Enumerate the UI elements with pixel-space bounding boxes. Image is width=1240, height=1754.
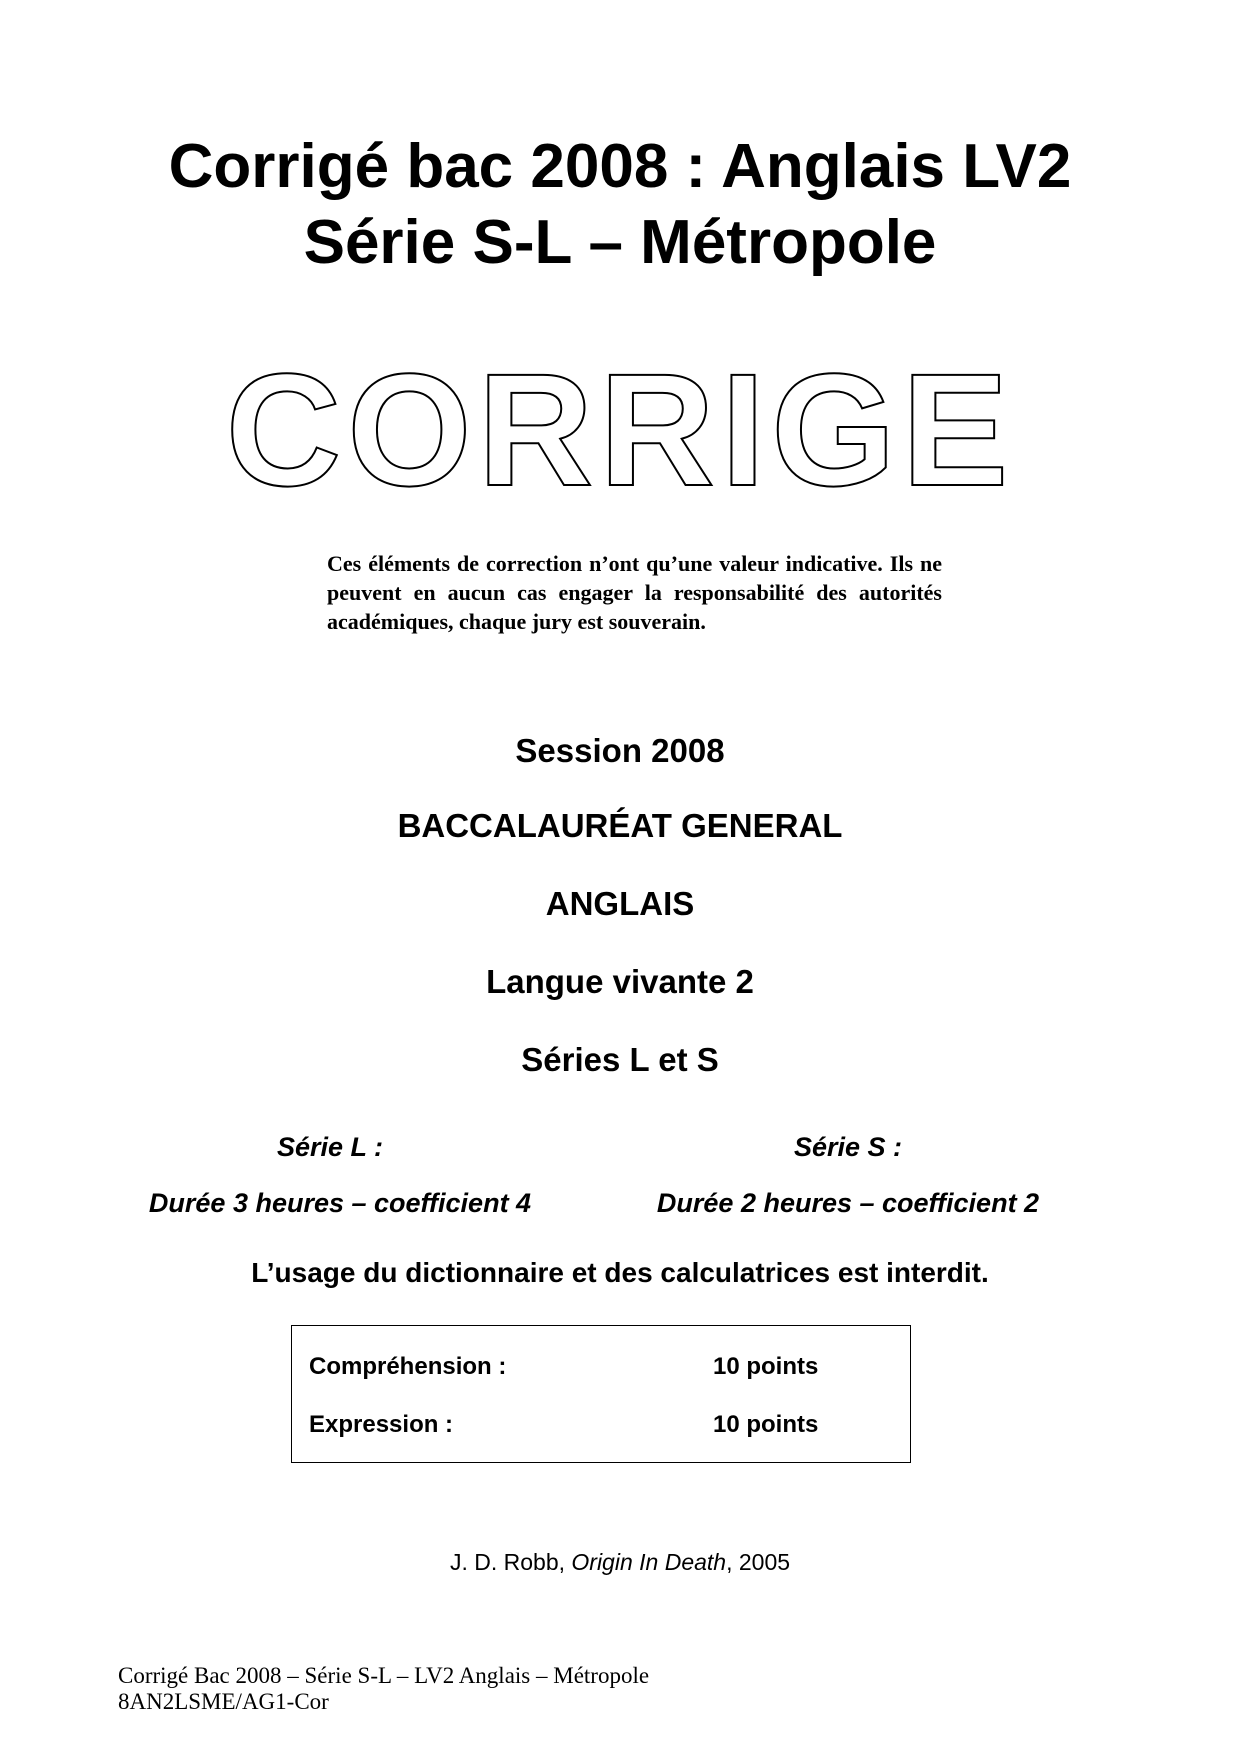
scoring-label: Expression : (309, 1411, 454, 1438)
page-footer (118, 1663, 649, 1715)
series-heading: Séries L et S (521, 1041, 719, 1078)
serie-l-label: Série L : (276, 1132, 384, 1162)
source-author: J. D. Robb, (449, 1549, 572, 1575)
corrige-watermark: CORRIGE (225, 340, 1015, 519)
source-work-title: Origin In Death (571, 1549, 727, 1575)
serie-l-duration: Durée 3 heures – coefficient 4 (148, 1188, 532, 1218)
calculator-notice: L’usage du dictionnaire et des calculatrices est interdit. (251, 1257, 989, 1288)
scoring-table (291, 1325, 911, 1463)
scoring-value: 10 points (713, 1411, 819, 1438)
subject-heading: ANGLAIS (545, 885, 695, 922)
title-line-2: Série S-L – Métropole (303, 208, 937, 277)
document-title (0, 129, 1240, 281)
session-heading: Session 2008 (515, 732, 725, 769)
source-year: , 2005 (726, 1549, 791, 1575)
language-level-heading: Langue vivante 2 (486, 963, 754, 1000)
serie-s-label: Série S : (793, 1132, 903, 1162)
serie-s-duration: Durée 2 heures – coefficient 2 (656, 1188, 1040, 1218)
footer-line-2: 8AN2LSME/AG1-Cor (118, 1689, 329, 1714)
disclaimer-text: Ces éléments de correction n’ont qu’une valeur indicative. Ils ne peuvent en aucun cas engager la responsabilité des autorités académiques, chaque jury est souverain. (327, 551, 942, 634)
scoring-label: Compréhension : (309, 1353, 507, 1380)
title-line-1: Corrigé bac 2008 : Anglais LV2 (168, 132, 1072, 201)
source-citation (0, 1548, 1240, 1576)
diploma-heading: BACCALAURÉAT GENERAL (397, 807, 843, 844)
scoring-value: 10 points (713, 1353, 819, 1380)
footer-line-1: Corrigé Bac 2008 – Série S-L – LV2 Anglais – Métropole (118, 1663, 650, 1688)
